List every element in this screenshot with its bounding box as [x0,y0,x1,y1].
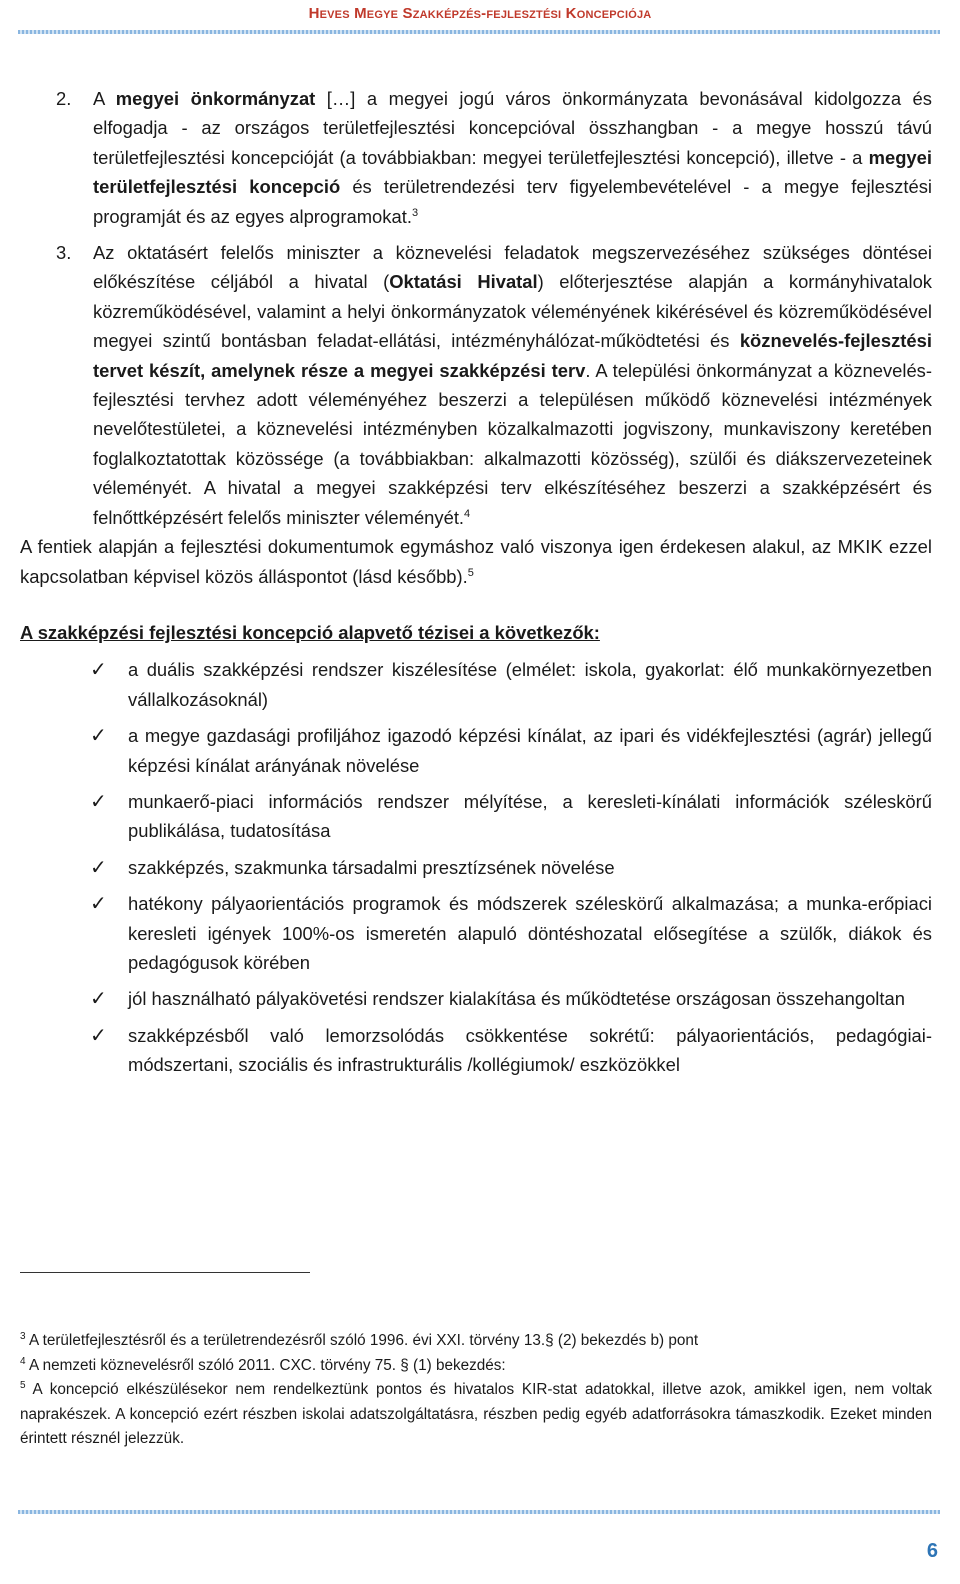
page-number: 6 [926,1540,938,1562]
numbered-item-3 [20,238,932,532]
list-item-text: a duális szakképzési rendszer kiszélesítése (elmélet: iskola, gyakorlat: élő munkakörnyezetben vállalkozásoknál) [128,659,932,710]
footnote-text: A területfejlesztésről és a területrendezésről szóló 1996. évi XXI. törvény 13.§ (2) bekezdés b) pont [28,1332,699,1349]
checkmark-icon: ✓ [90,788,107,813]
list-item [20,655,932,714]
list-item-text: szakképzésből való lemorzsolódás csökkentése sokrétű: pályaorientációs, pedagógiai-módszertani, szociális és infrastrukturális /kollégiumok/ eszközökkel [128,1024,932,1076]
bold-term: megyei önkormányzat [115,88,316,109]
checkmark-icon: ✓ [90,854,107,879]
list-item [20,853,932,882]
footnote-number: 4 [20,1355,26,1367]
checkmark-icon: ✓ [90,1022,107,1047]
list-item [20,1021,932,1080]
footnote-number: 5 [20,1379,26,1391]
footnote-ref[interactable]: 5 [467,566,474,579]
list-item [20,984,932,1013]
checkmark-icon: ✓ [90,723,107,748]
checkmark-icon: ✓ [90,986,107,1011]
item-text: Az oktatásért felelős miniszter a köznevelési feladatok megszervezéséhez szükséges döntései előkészítése céljából a hivatal ( [93,242,932,293]
list-item-text: a megye gazdasági profiljához igazodó képzési kínálat, az ipari és vidékfejlesztési (agrár) jellegű képzési kínálat arányának növelése [128,725,932,776]
checkmark-icon: ✓ [90,657,107,682]
footnote-ref[interactable]: 3 [411,206,419,219]
list-item-text: hatékony pályaorientációs programok és módszerek széleskörű alkalmazása; a munka-erőpiaci keresleti igények 100%-os ismeretén alapuló döntéshozatal elősegítése a szülők, diákok és pedagógusok körében [128,893,932,973]
header-rule [18,30,940,34]
item-text: […] a megyei jogú város önkormányzata bevonásával kidolgozza és elfogadja - az országos területfejlesztési koncepcióval összhangban - a megye hosszú távú területfejlesztési koncepcióját (a továbbiakban: megyei területfejlesztési koncepció), illetve - a [93,88,932,168]
item-text: és területrendezési terv figyelembevételével - a megye fejlesztési programját és az egyes alprogramokat. [93,176,932,227]
main-content [20,84,932,1087]
list-item [20,721,932,780]
footnote [20,1378,932,1452]
footnote [20,1354,932,1379]
footnote-separator [20,1272,310,1273]
checkmark-icon: ✓ [90,891,107,916]
item-text: . A települési önkormányzat a köznevelés-fejlesztési tervhez adott véleményéhez beszerzi a településen működő köznevelési intézmények nevelőtestületei, a köznevelési intézményben közalkalmazotti jogviszony, munkaviszony keretében foglalkoztatottak közössége (a továbbiakban: alkalmazotti közösség), szülői és diákszervezeteinek véleményét. A hivatal a megyei szakképzési terv elkészítéséhez beszerzi a szakképzésért és felnőttképzésért felelős miniszter véleményét. [93,359,932,528]
item-text: ) előterjesztése alapján a kormányhivatalok közreműködésével, valamint a helyi önkormányzatok véleményének kikérésével és közreműködésével megyei szintű bontásban feladat-ellátási, intézményhálózat-működtetési és [93,271,932,352]
list-item [20,787,932,846]
summary-paragraph [20,532,932,591]
list-item-text: szakképzés, szakmunka társadalmi presztízsének növelése [128,856,615,878]
footnote-text: A koncepció elkészülésekor nem rendelkeztünk pontos és hivatalos KIR-stat adatokkal, illetve azok, amikkel igen, nem voltak naprakészek. A koncepció ezért részben iskolai adatszolgáltatásra, részben pedig egyéb adatforrásokra támaszkodik. Ezeket minden érintett résznél jelezzük. [20,1381,933,1447]
bold-term: megyei területfejlesztési koncepció [93,146,932,198]
theses-list [20,655,932,1079]
list-item-text: munkaerő-piaci információs rendszer mélyítése, a keresleti-kínálati információk széleskörű publikálása, tudatosítása [128,790,932,842]
section-heading: A szakképzési fejlesztési koncepció alapvető tézisei a következők: [20,621,600,643]
numbered-item-2 [20,84,932,231]
list-item [20,889,932,977]
bold-term: Oktatási Hivatal [389,271,538,293]
header-title: Heves Megye Szakképzés-fejlesztési Koncepciója [308,5,652,22]
running-header [0,0,960,34]
item-text: A [93,88,116,109]
footer-rule [18,1510,940,1514]
footnotes [20,1329,932,1452]
footnote-ref[interactable]: 4 [464,507,471,520]
footnote-text: A nemzeti köznevelésről szóló 2011. CXC. törvény 75. § (1) bekezdés: [28,1356,506,1374]
footnote-number: 3 [20,1330,26,1342]
footnote [20,1329,932,1354]
list-item-text: jól használható pályakövetési rendszer kialakítása és működtetése országosan összehangoltan [128,988,905,1010]
bold-term: köznevelés-fejlesztési tervet készít, amelynek része a megyei szakképzési terv [93,330,932,381]
item-number: 3. [56,242,72,264]
item-number: 2. [56,88,72,109]
summary-text: A fentiek alapján a fejlesztési dokumentumok egymáshoz való viszonya igen érdekesen alakul, az MKIK ezzel kapcsolatban képvisel közös álláspontot (lásd később). [20,536,932,587]
